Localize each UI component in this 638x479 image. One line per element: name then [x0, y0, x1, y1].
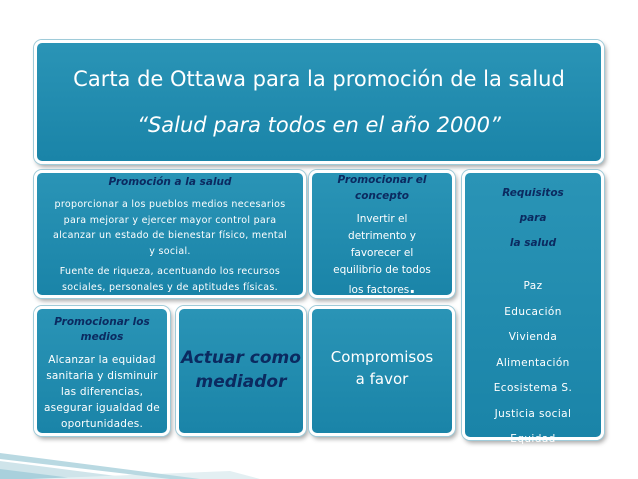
heading-line: medios [80, 331, 124, 343]
promocionar-medios-heading [37, 315, 167, 345]
actuar-mediador-box [176, 306, 306, 436]
text-line: Actuar como [181, 348, 301, 368]
title-box [34, 40, 604, 164]
text-line: Fuente de riqueza, acentuando los recursos [59, 266, 281, 277]
list-item: Educación [504, 305, 562, 318]
promocion-salud-box [34, 170, 306, 298]
text-line: equilibrio de todos [333, 264, 431, 276]
promocionar-concepto-heading [312, 172, 452, 204]
text-line: Alcanzar la equidad [48, 354, 156, 366]
text-line: Invertir el [356, 213, 408, 225]
text-line: sanitaria y disminuir [46, 370, 158, 382]
text-line: mediador [195, 372, 287, 392]
list-item: Paz [523, 280, 543, 292]
list-item: Ecosistema S. [493, 382, 573, 394]
text-line: detrimento y [348, 230, 416, 242]
text-line: las diferencias, [60, 386, 144, 398]
text-line: alcanzar un estado de bienestar físico, mental [53, 230, 287, 241]
page-title: Carta de Ottawa para la promoción de la salud [73, 67, 565, 91]
text-line [312, 279, 452, 299]
page-subtitle: “Salud para todos en el año 2000” [137, 113, 501, 137]
text-line: Compromisos [330, 348, 434, 366]
heading-line: concepto [354, 190, 409, 202]
compromisos-text [312, 346, 452, 390]
text-line: sociales, personales y de aptitudes físicas. [62, 281, 278, 293]
text-line: y social. [149, 245, 191, 257]
compromisos-box [309, 306, 455, 436]
heading-line: para [519, 212, 547, 224]
list-item: Vivienda [508, 331, 558, 343]
promocion-salud-text [37, 197, 303, 295]
promocionar-medios-box [34, 306, 170, 436]
text-line: asegurar igualdad de [44, 402, 160, 414]
heading-line: Promocionar el [337, 174, 427, 186]
requisitos-box [462, 170, 604, 445]
text-line: favorecer el [350, 247, 414, 259]
heading-line: la salud [509, 237, 557, 249]
list-item: Alimentación [496, 356, 570, 369]
list-item: Equidad [510, 433, 556, 445]
list-item: Justicia social [494, 407, 572, 420]
actuar-mediador-text [179, 346, 303, 394]
text-line: a favor [355, 370, 409, 388]
heading-line: Requisitos [502, 187, 564, 199]
promocionar-medios-text [37, 352, 167, 432]
promocionar-concepto-box [309, 170, 455, 298]
requisitos-list [465, 274, 601, 453]
requisitos-heading [465, 181, 601, 256]
promocionar-concepto-text [312, 211, 452, 299]
text-fragment: . [409, 278, 416, 297]
text-line: proporcionar a los pueblos medios necesarios [54, 199, 286, 210]
text-fragment: los factores [348, 284, 410, 296]
text-line: para mejorar y ejercer mayor control para [63, 214, 277, 226]
text-line: oportunidades. [60, 418, 143, 430]
promocion-salud-heading: Promoción a la salud [108, 176, 232, 188]
heading-line: Promocionar los [54, 316, 150, 328]
